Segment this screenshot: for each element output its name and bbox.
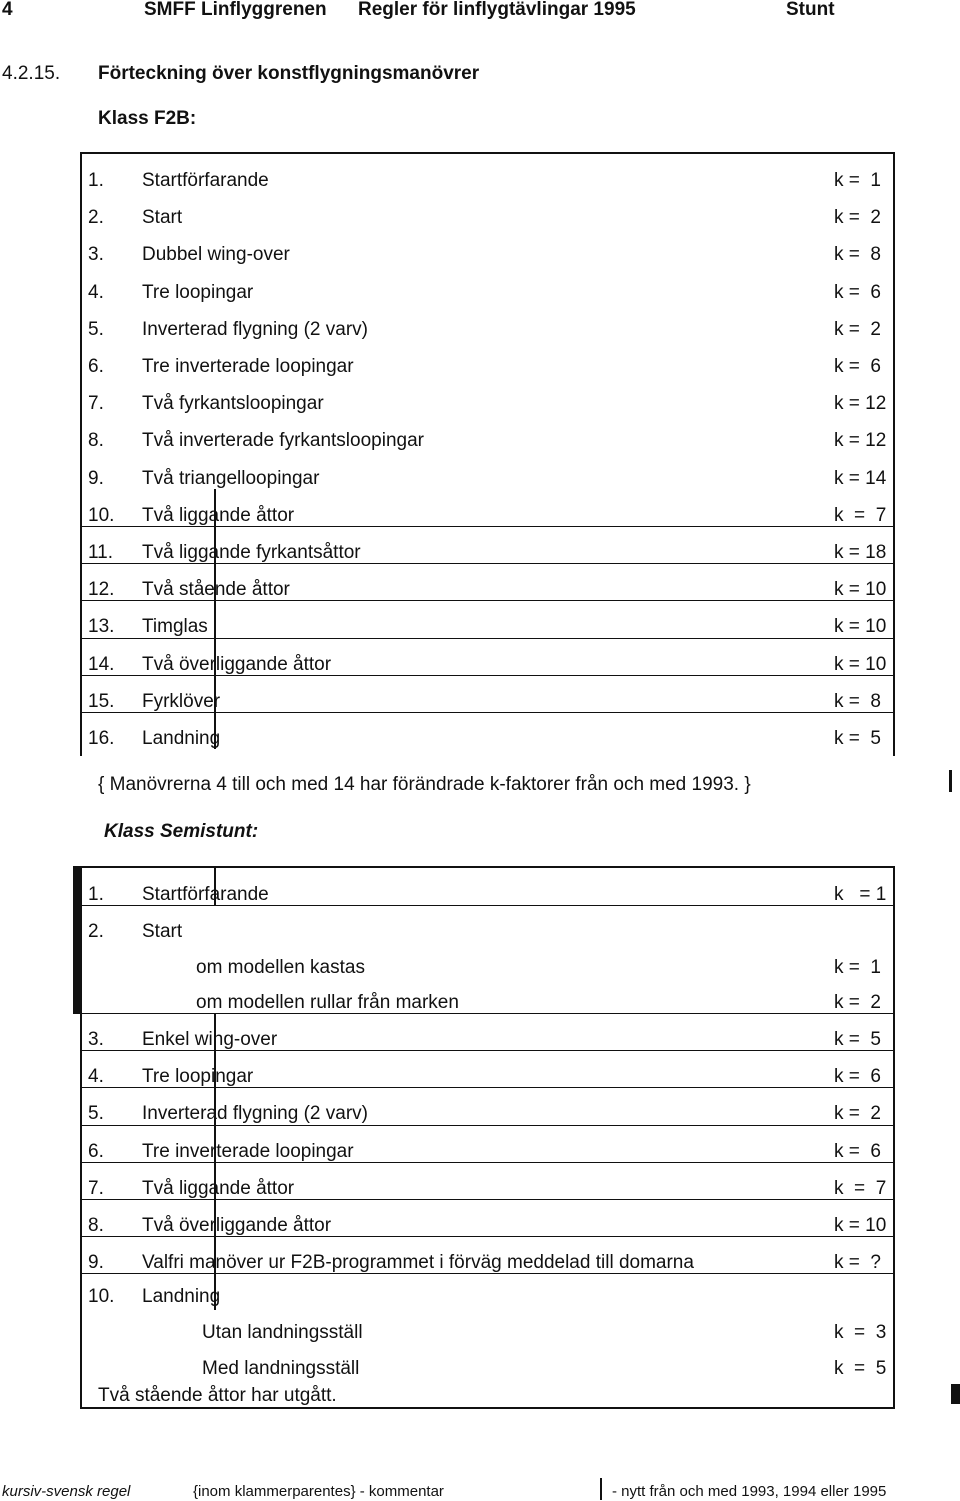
k-factor: k = 2 [834,1103,881,1125]
maneuver-number: 4. [88,1066,104,1088]
table-row [82,191,893,228]
table-row [82,1050,893,1088]
table-row [82,1236,893,1274]
table-row [82,1199,893,1237]
section-number: 4.2.15. [2,63,61,84]
maneuver-subitem: Utan landningsställ [202,1322,363,1344]
table-row [82,414,893,451]
f2b-maneuver-table [80,152,895,756]
table-row [82,526,893,564]
maneuver-name: Start [142,921,183,942]
maneuver-name: Två överliggande åttor [142,1215,332,1236]
maneuver-number: 13. [88,616,115,638]
maneuver-number: 10. [88,1286,115,1308]
maneuver-name: Valfri manöver ur F2B-programmet i förväg meddelad till domarna [142,1252,694,1274]
semistunt-maneuver-table [80,866,895,1409]
maneuver-number: 9. [88,467,104,489]
maneuver-number: 6. [88,356,104,377]
table-row [82,452,893,489]
maneuver-number: 7. [88,1177,104,1199]
table-row [82,1162,893,1200]
table-row [82,600,893,638]
maneuver-subitem: Med landningsställ [202,1358,360,1380]
table-row [82,266,893,303]
table-row [82,154,893,191]
maneuver-name: Landning [142,728,221,749]
maneuver-number: 7. [88,393,104,415]
table-row [82,377,893,414]
f2b-class-label: Klass F2B: [98,108,197,129]
k-factor: k = 2 [834,992,881,1013]
maneuver-name: Tre loopingar [142,1066,254,1088]
k-factor: k = 7 [834,504,887,526]
k-factor: k = 10 [834,1215,887,1236]
maneuver-name: Inverterad flygning (2 varv) [142,1103,368,1125]
maneuver-number: 16. [88,728,115,749]
maneuver-name: Tre inverterade loopingar [142,1140,354,1162]
maneuver-name: Två liggande fyrkantsåttor [142,542,361,563]
k-factor: k = ? [834,1252,881,1274]
k-factor: k = 5 [834,1358,887,1380]
legend-new: - nytt från och med 1993, 1994 eller 1995 [612,1483,887,1500]
k-factor: k = 6 [834,1140,881,1162]
k-factor: k = 8 [834,690,881,712]
maneuver-name: Startförfarande [142,170,269,191]
maneuver-name: Fyrklöver [142,690,221,712]
category-label: Stunt [786,0,835,20]
maneuver-subitem: om modellen rullar från marken [196,992,459,1013]
change-bar [949,770,952,792]
k-factor: k = 10 [834,653,887,675]
k-factor: k = 6 [834,1066,881,1088]
table-row [82,1087,893,1125]
table-row [82,638,893,676]
k-factor: k = 10 [834,616,887,638]
page-number: 4 [2,0,13,20]
maneuver-name: Tre inverterade loopingar [142,356,354,377]
maneuver-number: 8. [88,430,104,452]
maneuver-number: 11. [88,542,114,563]
maneuver-number: 14. [88,653,115,675]
maneuver-number: 15. [88,690,115,712]
k-factor: k = 8 [834,244,881,266]
comment-note: { Manövrerna 4 till och med 14 har förändrade k-faktorer från och med 1993. } [98,774,751,795]
k-factor: k = 6 [834,281,881,303]
table-row [82,340,893,377]
k-factor: k = 12 [834,430,887,452]
maneuver-name: Två stående åttor [142,579,290,601]
semistunt-class-label: Klass Semistunt: [104,821,259,842]
maneuver-number: 2. [88,921,104,942]
k-factor: k = 14 [834,467,887,489]
maneuver-number: 9. [88,1252,104,1274]
table-row [82,675,893,713]
maneuver-name: Startförfarande [142,884,269,905]
table-row [82,712,893,749]
maneuver-name: Landning [142,1286,221,1308]
k-factor: k = 1 [834,957,881,978]
legend-italic: kursiv-svensk regel [2,1483,131,1500]
k-factor: k = 6 [834,356,881,377]
change-bar [951,1384,960,1404]
table-row [82,563,893,601]
table-row [82,1013,893,1051]
k-factor: k = 5 [834,1029,881,1050]
table-row [82,1273,893,1383]
maneuver-number: 12. [88,579,115,601]
maneuver-name: Två fyrkantsloopingar [142,393,324,415]
k-factor: k = 5 [834,728,881,749]
organization-name: SMFF Linflyggrenen [144,0,327,20]
table-row [82,228,893,265]
maneuver-number: 5. [88,1103,104,1125]
k-factor: k = 7 [834,1177,887,1199]
maneuver-number: 6. [88,1140,104,1162]
maneuver-number: 5. [88,318,104,340]
maneuver-name: Timglas [142,616,208,638]
maneuver-name: Inverterad flygning (2 varv) [142,318,368,340]
maneuver-number: 3. [88,1029,104,1050]
maneuver-number: 8. [88,1215,104,1236]
table-row [82,1125,893,1163]
maneuver-name: Två inverterade fyrkantsloopingar [142,430,424,452]
maneuver-number: 3. [88,244,104,266]
maneuver-name: Två liggande åttor [142,504,295,526]
maneuver-number: 10. [88,504,115,526]
k-factor: k = 3 [834,1322,887,1344]
k-factor: k = 18 [834,542,887,563]
maneuver-number: 2. [88,207,104,229]
table-row [82,489,893,527]
maneuver-name: Två överliggande åttor [142,653,332,675]
legend-change-bar [600,1478,602,1500]
k-factor: k = 10 [834,579,887,601]
maneuver-name: Start [142,207,183,229]
table-row [82,868,893,906]
maneuver-name: Tre loopingar [142,281,254,303]
section-title: Förteckning över konstflygningsmanövrer [98,63,480,84]
maneuver-name: Två liggande åttor [142,1177,295,1199]
maneuver-subitem: om modellen kastas [196,957,365,978]
closing-remark: Två stående åttor har utgått. [98,1385,337,1406]
legend-bracket: {inom klammerparentes} - kommentar [193,1483,444,1500]
maneuver-number: 1. [88,170,104,191]
maneuver-name: Dubbel wing-over [142,244,290,266]
k-factor: k = 12 [834,393,887,415]
table-row [82,905,893,1014]
table-row [82,303,893,340]
maneuver-number: 4. [88,281,104,303]
document-title: Regler för linflygtävlingar 1995 [358,0,636,20]
maneuver-name: Enkel wing-over [142,1029,278,1050]
maneuver-name: Två triangelloopingar [142,467,320,489]
k-factor: k = 2 [834,207,881,229]
k-factor: k = 1 [834,170,881,191]
maneuver-number: 1. [88,884,104,905]
k-factor: k = 1 [834,884,887,905]
k-factor: k = 2 [834,318,881,340]
